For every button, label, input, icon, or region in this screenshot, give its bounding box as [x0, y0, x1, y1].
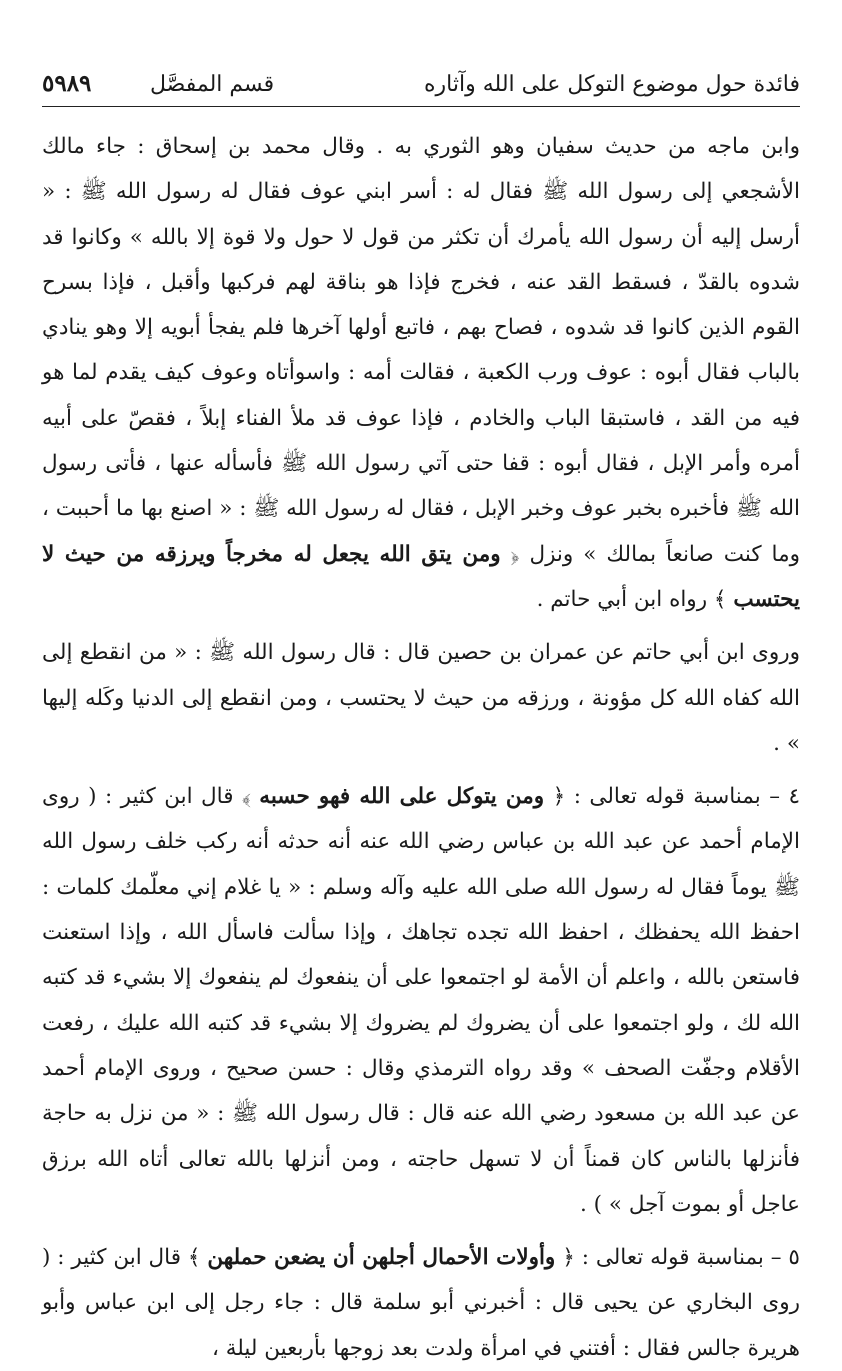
running-title: فائدة حول موضوع التوكل على الله وآثاره [424, 72, 800, 97]
page-body [42, 124, 800, 1371]
paragraph-3-text-a: ٤ – بمناسبة قوله تعالى : ﴿ [544, 784, 800, 810]
page-header [42, 66, 800, 107]
paragraph-1-text-b: ﴾ رواه ابن أبي حاتم . [536, 586, 734, 612]
paragraph-1-text-a: وابن ماجه من حديث سفيان وهو الثوري به . وقال محمد بن إسحاق : جاء مالك الأشجعي إلى رسول الله ﷺ فقال له : أسر ابني عوف فقال له رسول الله ﷺ : « أرسل إليه أن رسول الله يأمرك أن تكثر من قول لا حول ولا قوة إلا بالله » وكانوا قد شدوه بالقدّ ، فسقط القد عنه ، فخرج فإذا هو بناقة لهم فركبها وأقبل ، فإذا بسرح القوم الذين كانوا قد شدوه ، فصاح بهم ، فاتبع أولها آخرها فلم يفجأ أبويه إلا وهو ينادي بالباب فقال أبوه : عوف ورب الكعبة ، فقالت أمه : واسوأتاه وعوف كيف يقدم لما هو فيه من القد ، فاستبقا الباب والخادم ، فإذا عوف قد ملأ الفناء إبلاً ، فقصّ على أبيه أمره وأمر الإبل ، فقال أبوه : قفا حتى آتي رسول الله ﷺ فأسأله عنها ، فأتى رسول الله ﷺ فأخبره بخبر عوف وخبر الإبل ، فقال له رسول الله ﷺ : « اصنع بها ما أحببت ، وما كنت صانعاً بمالك » ونزل ﴿ [42, 134, 800, 567]
paragraph-4-text-a: ٥ – بمناسبة قوله تعالى : ﴿ [555, 1245, 800, 1271]
paragraph-4 [42, 1235, 800, 1371]
section-title: قسم المفصَّل [150, 72, 275, 97]
paragraph-2 [42, 630, 800, 766]
page-number: ٥٩٨٩ [42, 70, 92, 97]
paragraph-1 [42, 124, 800, 622]
quran-verse-1: ومن يتق الله يجعل له مخرجاً ويرزقه من حيث لا يحتسب [42, 541, 800, 612]
paragraph-3 [42, 774, 800, 1227]
quran-verse-2: ومن يتوكل على الله فهو حسبه [259, 784, 545, 810]
paragraph-2-text: وروى ابن أبي حاتم عن عمران بن حصين قال : قال رسول الله ﷺ : « من انقطع إلى الله كفاه الله كل مؤونة ، ورزقه من حيث لا يحتسب ، ومن انقطع إلى الدنيا وكَله إليها » . [42, 640, 800, 756]
book-page [42, 0, 800, 1361]
paragraph-3-text-b: ﴾ قال ابن كثير : ( روى الإمام أحمد عن عبد الله بن عباس رضي الله عنه أنه حدثه أنه ركب خلف رسول الله ﷺ يوماً فقال له رسول الله صلى الله عليه وآله وسلم : « يا غلام إني معلّمك كلمات : احفظ الله يحفظك ، احفظ الله تجده تجاهك ، وإذا سألت فاسأل الله ، وإذا استعنت فاستعن بالله ، واعلم أن الأمة لو اجتمعوا على أن ينفعوك لم ينفعوك إلا بشيء قد كتبه الله لك ، ولو اجتمعوا على أن يضروك لم يضروك إلا بشيء قد كتبه الله عليك ، رفعت الأقلام وجفّت الصحف » وقد رواه الترمذي وقال : حسن صحيح ، وروى الإمام أحمد عن عبد الله بن مسعود رضي الله عنه قال : قال رسول الله ﷺ : « من نزل به حاجة فأنزلها بالناس كان قمناً أن لا تسهل حاجته ، ومن أنزلها بالله تعالى أتاه الله برزق عاجل أو بموت آجل » ) . [42, 784, 800, 1217]
paragraph-4-text-b: ﴾ قال ابن كثير : ( روى البخاري عن يحيى قال : أخبرني أبو سلمة قال : جاء رجل إلى ابن عباس وأبو هريرة جالس فقال : أفتني في امرأة ولدت بعد زوجها بأربعين ليلة ، [42, 1245, 800, 1361]
quran-verse-3: وأولات الأحمال أجلهن أن يضعن حملهن [207, 1245, 556, 1271]
